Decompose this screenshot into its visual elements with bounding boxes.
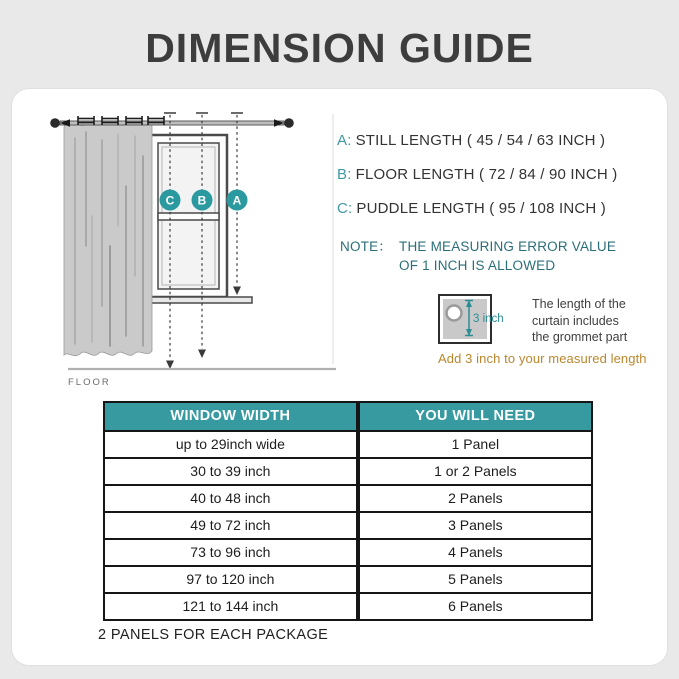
- panels-needed-cell: 1 or 2 Panels: [358, 458, 592, 485]
- grommet-tip: Add 3 inch to your measured length: [438, 351, 647, 366]
- floor-length-line: [337, 165, 655, 185]
- panels-needed-cell: 1 Panel: [358, 431, 592, 458]
- page-title: DIMENSION GUIDE: [145, 25, 534, 71]
- panels-needed-cell: 3 Panels: [358, 512, 592, 539]
- panels-needed-cell: 6 Panels: [358, 593, 592, 620]
- package-note: 2 PANELS FOR EACH PACKAGE: [98, 627, 329, 643]
- grommet-icon: [438, 294, 526, 348]
- panels-needed-cell: 4 Panels: [358, 539, 592, 566]
- marker-c: [160, 190, 181, 211]
- window-width-cell: 49 to 72 inch: [104, 512, 358, 539]
- marker-b: [192, 190, 213, 211]
- panels-needed-cell: 5 Panels: [358, 566, 592, 593]
- marker-a: [227, 190, 248, 211]
- length-info: [337, 131, 655, 233]
- svg-text:C: C: [165, 193, 175, 208]
- length-text: STILL LENGTH ( 45 / 54 / 63 INCH ): [355, 132, 606, 149]
- note-text: THE MEASURING ERROR VALUE OF 1 INCH IS ALLOWED: [399, 239, 617, 273]
- table-row: [104, 458, 592, 485]
- curtain-illustration: [64, 121, 152, 355]
- length-text: FLOOR LENGTH ( 72 / 84 / 90 INCH ): [355, 166, 618, 183]
- dimension-guide-card: [11, 88, 668, 666]
- table-header-row: [104, 402, 592, 431]
- still-length-line: [337, 131, 655, 151]
- window-width-cell: 30 to 39 inch: [104, 458, 358, 485]
- note-label: NOTE：: [340, 239, 393, 254]
- measuring-note: [340, 237, 616, 275]
- svg-text:A: A: [232, 193, 242, 208]
- panels-needed-cell: 2 Panels: [358, 485, 592, 512]
- col-header-you-will-need: YOU WILL NEED: [358, 402, 592, 431]
- panel-size-table: [103, 401, 593, 621]
- floor-label: FLOOR: [68, 377, 111, 388]
- col-header-window-width: WINDOW WIDTH: [104, 402, 358, 431]
- puddle-length-line: [337, 199, 655, 219]
- length-text: PUDDLE LENGTH ( 95 / 108 INCH ): [356, 200, 607, 217]
- window-width-cell: up to 29inch wide: [104, 431, 358, 458]
- table-row: [104, 431, 592, 458]
- length-letter: A:: [337, 132, 352, 149]
- table-row: [104, 539, 592, 566]
- window-illustration: [144, 135, 252, 303]
- svg-text:B: B: [197, 193, 207, 208]
- window-width-cell: 121 to 144 inch: [104, 593, 358, 620]
- curtain-diagram: [40, 96, 372, 396]
- length-letter: B:: [337, 166, 352, 183]
- panel-size-table-wrap: [103, 401, 593, 621]
- grommet-hint: [438, 294, 668, 366]
- table-row: [104, 485, 592, 512]
- window-sill: [144, 297, 252, 303]
- length-letter: C:: [337, 200, 353, 217]
- grommet-description: The length of the curtain includes the grommet part: [532, 297, 628, 344]
- table-row: [104, 593, 592, 620]
- rod-arrow-right: [274, 119, 284, 127]
- window-width-cell: 97 to 120 inch: [104, 566, 358, 593]
- window-width-cell: 73 to 96 inch: [104, 539, 358, 566]
- table-row: [104, 566, 592, 593]
- window-width-cell: 40 to 48 inch: [104, 485, 358, 512]
- table-row: [104, 512, 592, 539]
- grommet-measure-label: 3 inch: [473, 313, 504, 325]
